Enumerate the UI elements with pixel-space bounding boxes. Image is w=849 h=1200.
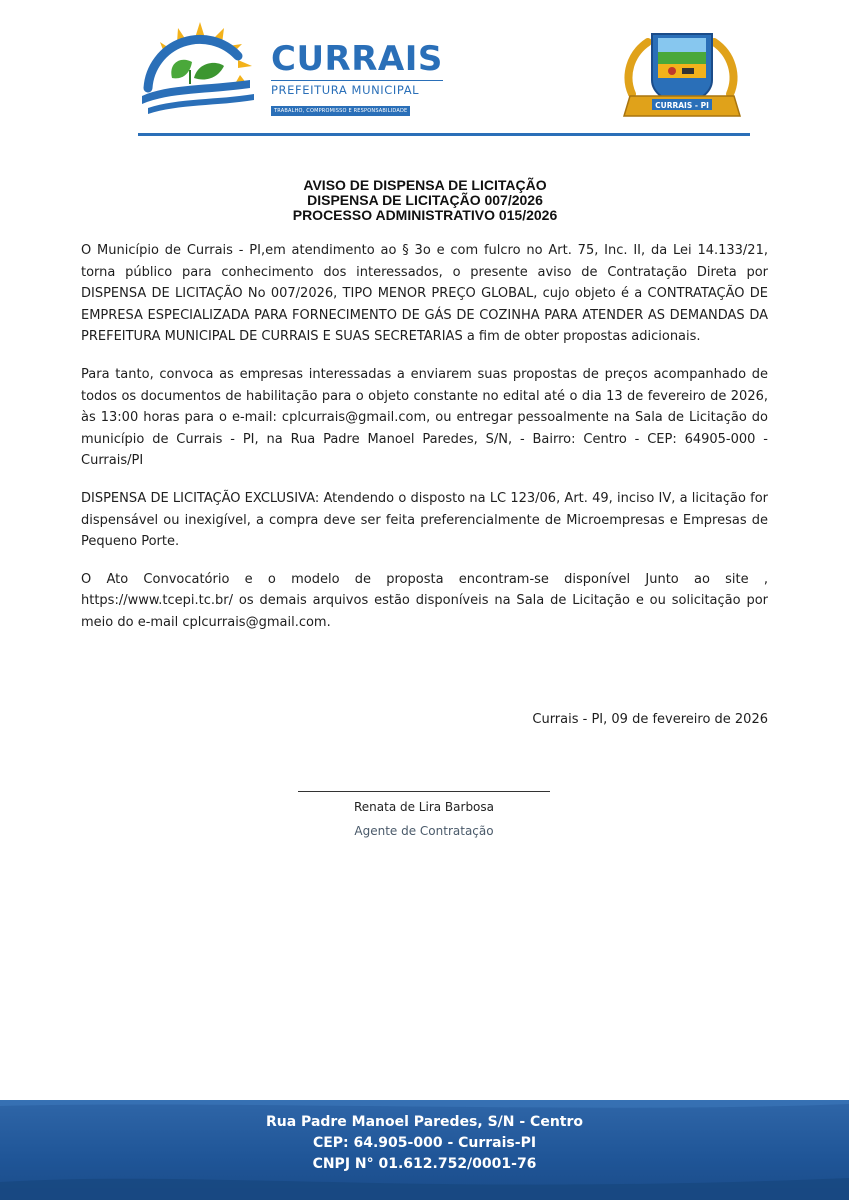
signatory-role: Agente de Contratação	[354, 824, 494, 838]
municipality-logo	[138, 18, 443, 118]
paragraph-4: O Ato Convocatório e o modelo de proposta encontram-se disponível Junto ao site , https://www.tcepi.tc.br/ os demais arquivos estão disponíveis na Sala de Licitação e ou solicitação por meio do e-mail cplcurrais@gmail.com.	[81, 571, 768, 630]
title-line-2: DISPENSA DE LICITAÇÃO 007/2026	[307, 192, 543, 208]
sun-leaf-logo-icon	[138, 18, 268, 118]
crest-label: CURRAIS - PI	[655, 101, 709, 110]
letterhead	[0, 0, 849, 140]
signature-line	[298, 791, 550, 792]
paragraph-1: O Município de Currais - PI,em atendimento ao § 3o e com fulcro no Art. 75, Inc. II, da Lei 14.133/21, torna público para conhecimento dos interessados, o presente aviso de Contratação Direta por DISPENSA DE LICITAÇÃO No 007/2026, TIPO MENOR PREÇO GLOBAL, cujo objeto é a CONTRATAÇÃO DE EMPRESA ESPECIALIZADA PARA FORNECIMENTO DE GÁS DE COZINHA PARA ATENDER AS DEMANDAS DA PREFEITURA MUNICIPAL DE CURRAIS E SUAS SECRETARIAS a fim de obter propostas adicionais.	[81, 243, 768, 345]
document-title	[80, 178, 770, 223]
paragraph-3: DISPENSA DE LICITAÇÃO EXCLUSIVA: Atendendo o disposto na LC 123/06, Art. 49, inciso IV, a licitação for dispensável ou inexigível, a compra deve ser feita preferencialmente de Microempresas e Empresas de Pequeno Porte.	[81, 490, 768, 550]
title-line-1: AVISO DE DISPENSA DE LICITAÇÃO	[303, 177, 547, 193]
paragraph-2: Para tanto, convoca as empresas interessadas a enviarem suas propostas de preços acompanhado de todos os documentos de habilitação para o objeto constante no edital até o dia 13 de fevereiro de 2026, às 13:00 horas para o e-mail: cplcurrais@gmail.com, ou entregar pessoalmente na Sala de Licitação do município de Currais - PI, na Rua Padre Manoel Paredes, S/N, - Bairro: Centro - CEP: 64905-000 - Currais/PI	[81, 366, 768, 469]
header-divider	[138, 133, 750, 136]
brand-subtitle: PREFEITURA MUNICIPAL	[271, 80, 443, 97]
footer-line-2: CEP: 64.905-000 - Currais-PI	[312, 1135, 537, 1151]
notice-body	[81, 240, 768, 650]
signatory-name: Renata de Lira Barbosa	[353, 800, 495, 814]
footer-address	[0, 1112, 849, 1175]
brand-name: CURRAIS	[271, 39, 443, 79]
municipal-crest-icon	[612, 24, 752, 124]
footer-line-3: CNPJ N° 01.612.752/0001-76	[312, 1156, 537, 1172]
logo-wordmark	[271, 40, 443, 116]
brand-tagline: TRABALHO, COMPROMISSO E RESPONSABILIDADE	[271, 106, 410, 116]
footer	[0, 1100, 849, 1200]
place-and-date: Currais - PI, 09 de fevereiro de 2026	[532, 712, 768, 727]
title-line-3: PROCESSO ADMINISTRATIVO 015/2026	[292, 207, 558, 223]
footer-line-1: Rua Padre Manoel Paredes, S/N - Centro	[265, 1114, 584, 1130]
